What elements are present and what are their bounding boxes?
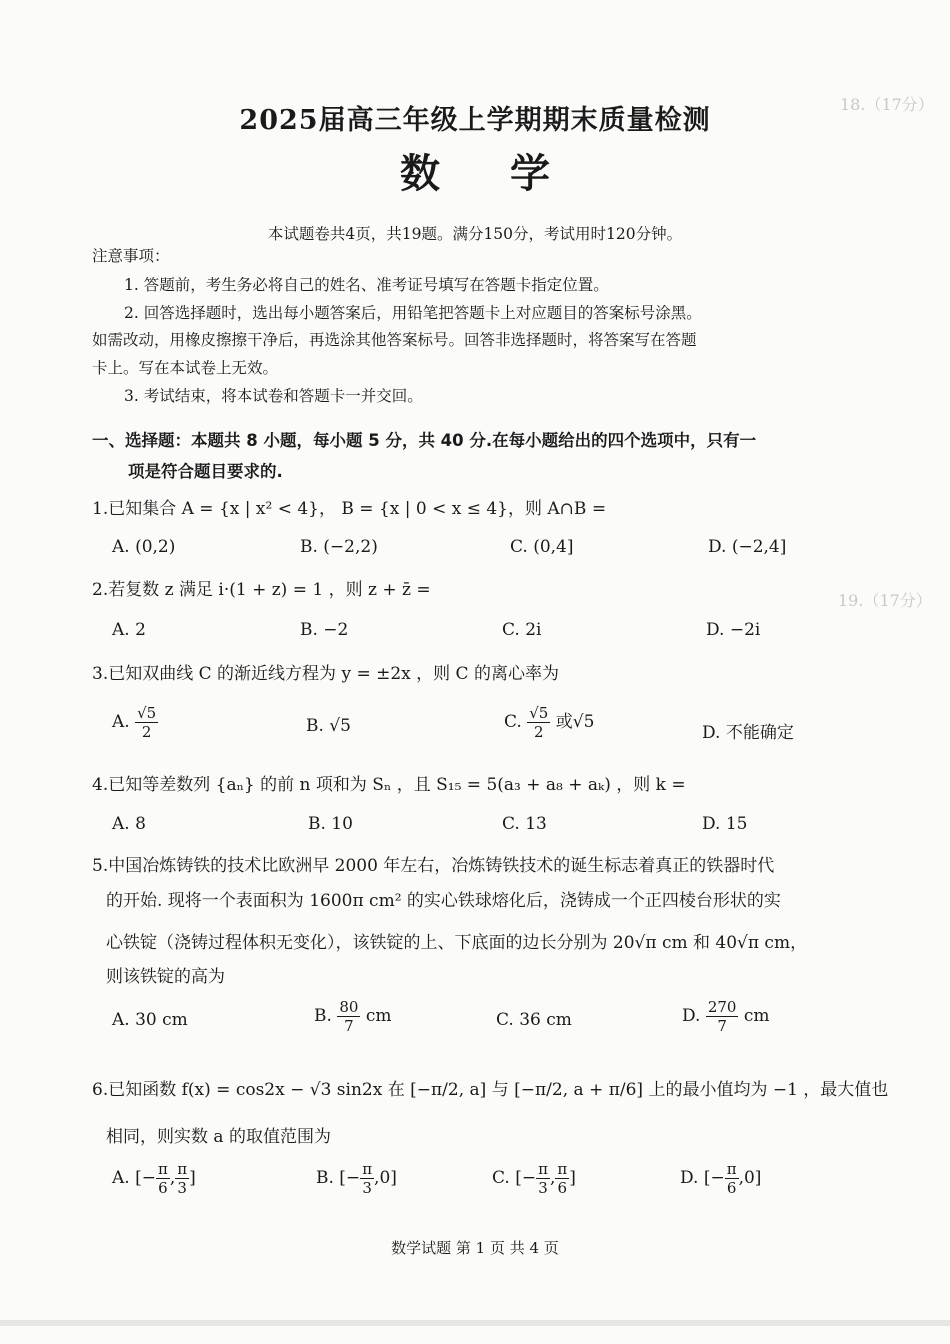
question-5-option-c: C. 36 cm <box>496 1010 572 1030</box>
question-2-option-d: D. −2i <box>706 620 761 640</box>
question-5-option-b <box>314 998 391 1035</box>
question-1-option-a: A. (0,2) <box>112 537 176 557</box>
question-4-option-a: A. 8 <box>112 814 146 834</box>
question-5-line-1: 5.中国冶炼铸铁的技术比欧洲早 2000 年左右，冶炼铸铁技术的诞生标志着真正的铁器时代 <box>92 856 775 876</box>
question-6-line-1: 6.已知函数 f(x) = cos2x − √3 sin2x 在 [−π/2, a] 与 [−π/2, a + π/6] 上的最小值均为 −1 ，最大值也 <box>92 1080 889 1100</box>
exam-info: 本试题卷共4页，共19题。满分150分，考试用时120分钟。 <box>267 225 683 243</box>
numerator: 270 <box>707 998 737 1016</box>
option-label: B. [− <box>316 1168 361 1188</box>
option-unit: cm <box>365 1006 392 1026</box>
question-4-option-c: C. 13 <box>502 814 547 834</box>
denominator: 6 <box>158 1179 168 1197</box>
question-4-option-b: B. 10 <box>308 814 353 834</box>
option-label: C. <box>504 712 522 732</box>
question-4-stem: 4.已知等差数列 {aₙ} 的前 n 项和为 Sₙ ，且 S₁₅ = 5(a₃ + a₈ + aₖ) ，则 k = <box>92 775 686 795</box>
fraction <box>536 1160 550 1197</box>
fraction <box>156 1160 170 1197</box>
notice-item-2-cont2: 卡上。写在本试卷上无效。 <box>92 359 279 377</box>
question-6-option-d <box>680 1160 761 1197</box>
page-edge-shadow <box>0 1320 950 1326</box>
question-2-option-a: A. 2 <box>112 620 146 640</box>
question-1-option-d: D. (−2,4] <box>708 537 787 557</box>
fraction <box>555 1160 569 1197</box>
question-1-option-b: B. (−2,2) <box>300 537 378 557</box>
question-1-option-c: C. (0,4] <box>510 537 574 557</box>
question-6-option-b <box>316 1160 397 1197</box>
denominator: 6 <box>726 1179 737 1197</box>
notice-item-2-cont: 如需改动，用橡皮擦擦干净后，再选涂其他答案标号。回答非选择题时，将答案写在答题 <box>92 331 697 349</box>
numerator: √5 <box>529 704 549 722</box>
question-4-option-d: D. 15 <box>702 814 748 834</box>
notice-item-2: 2. 回答选择题时，选出每小题答案后，用铅笔把答题卡上对应题目的答案标号涂黑。 <box>124 304 702 322</box>
question-1-stem: 1.已知集合 A = {x | x² < 4}， B = {x | 0 < x ≤ 4}，则 A∩B = <box>92 499 607 519</box>
fraction <box>337 998 360 1035</box>
question-5-option-a: A. 30 cm <box>112 1010 188 1030</box>
notice-heading: 注意事项： <box>92 247 170 265</box>
section-heading-line2: 项是符合题目要求的. <box>128 462 283 481</box>
denominator: 3 <box>538 1179 548 1197</box>
question-6-option-c: C. [− $\frac{\pi}{3}$ , $\frac{\pi}{6}$ ] <box>492 1160 576 1197</box>
numerator: π <box>177 1160 188 1178</box>
option-label: D. [− <box>680 1168 725 1188</box>
fraction <box>706 998 739 1035</box>
subject-title: 数 学 <box>400 150 578 197</box>
numerator: π <box>157 1160 168 1178</box>
notice-item-3: 3. 考试结束，将本试卷和答题卡一并交回。 <box>124 387 423 405</box>
question-5-line-2: 的开始. 现将一个表面积为 1600π cm² 的实心铁球熔化后，浇铸成一个正四棱台形状的实 <box>106 891 781 911</box>
denominator: 2 <box>141 723 152 741</box>
question-6-line-2: 相同，则实数 a 的取值范围为 <box>106 1127 331 1147</box>
option-label: A. [− <box>112 1168 156 1188</box>
question-2-option-b: B. −2 <box>300 620 349 640</box>
fraction <box>527 704 550 741</box>
bleed-through-q19: 19.（17分） <box>838 591 932 610</box>
fraction <box>725 1160 739 1197</box>
option-suffix: ,0] <box>374 1168 397 1188</box>
question-3-option-d: D. 不能确定 <box>702 723 794 743</box>
denominator: 3 <box>362 1179 372 1197</box>
page-footer: 数学试题 第 1 页 共 4 页 <box>391 1239 559 1257</box>
numerator: π <box>557 1160 568 1178</box>
numerator: √5 <box>137 704 157 722</box>
denominator: 7 <box>344 1017 354 1035</box>
fraction <box>175 1160 189 1197</box>
question-5-line-4: 则该铁锭的高为 <box>106 967 225 987</box>
denominator: 6 <box>557 1179 568 1197</box>
option-label: D. <box>682 1006 701 1026</box>
bleed-through-q18: 18.（17分） <box>840 95 934 114</box>
numerator: π <box>362 1160 373 1178</box>
denominator: 2 <box>534 723 544 741</box>
question-5-line-3: 心铁锭（浇铸过程体积无变化），该铁锭的上、下底面的边长分别为 20√π cm 和 40√π cm， <box>106 933 808 953</box>
question-6-option-a: A. [− $\frac{\pi}{6}$ , $\frac{\pi}{3}$ ] <box>112 1160 196 1197</box>
numerator: π <box>538 1160 548 1178</box>
numerator: π <box>726 1160 737 1178</box>
section-heading-line1: 一、选择题：本题共 8 小题，每小题 5 分，共 40 分.在每小题给出的四个选项中，只有一 <box>92 431 757 450</box>
question-5-option-d <box>682 998 770 1035</box>
option-label: B. <box>314 1006 332 1026</box>
question-2-stem: 2.若复数 z 满足 i·(1 + z) = 1 ，则 z + z̄ = <box>92 580 431 600</box>
question-2-option-c: C. 2i <box>502 620 542 640</box>
notice-item-1: 1. 答题前，考生务必将自己的姓名、准考证号填写在答题卡指定位置。 <box>124 276 609 294</box>
numerator: 80 <box>339 998 359 1016</box>
fraction <box>135 704 158 741</box>
option-unit: cm <box>743 1006 770 1026</box>
question-3-option-b: B. √5 <box>306 716 351 736</box>
option-label: C. [− <box>492 1168 537 1188</box>
option-suffix: 或√5 <box>555 712 595 732</box>
question-3-option-a <box>112 704 158 741</box>
option-label: A. <box>112 712 130 732</box>
question-3-stem: 3.已知双曲线 C 的渐近线方程为 y = ±2x ，则 C 的离心率为 <box>92 664 559 684</box>
fraction <box>360 1160 374 1197</box>
denominator: 3 <box>177 1179 187 1197</box>
denominator: 7 <box>717 1017 727 1035</box>
option-suffix: ,0] <box>738 1168 762 1188</box>
question-3-option-c <box>504 704 594 741</box>
exam-title: 2025届高三年级上学期期末质量检测 <box>239 105 711 136</box>
